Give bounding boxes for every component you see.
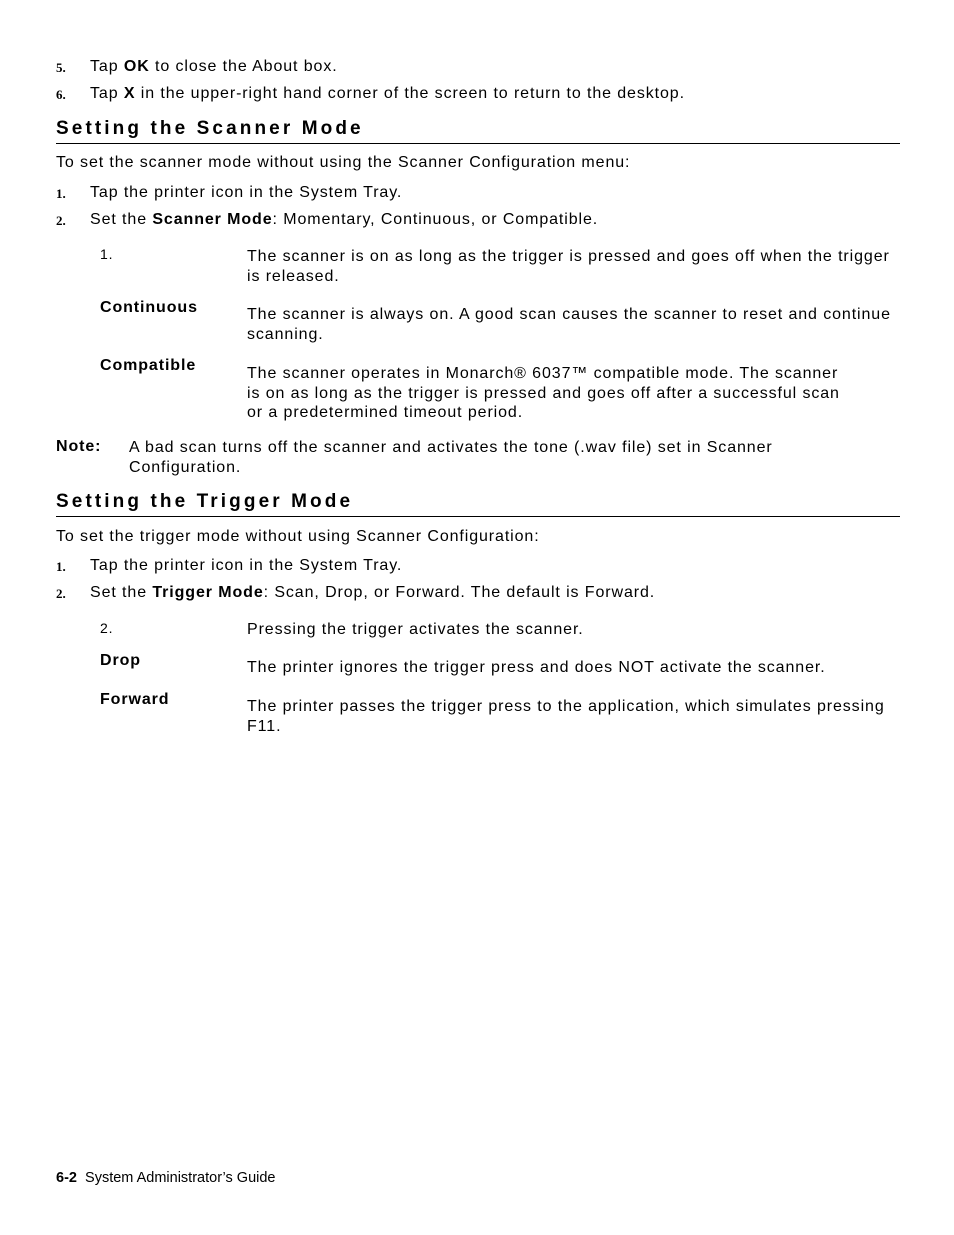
- step-text-post: in the upper-right hand corner of the screen to return to the desktop.: [135, 85, 685, 102]
- step-text-pre: Tap: [90, 58, 124, 75]
- step-text: [90, 210, 598, 229]
- step-text: [90, 84, 685, 103]
- step-text-pre: Tap the printer icon in the System Tray.: [90, 557, 403, 574]
- step-number: 5.: [56, 60, 66, 75]
- mode-term: Compatible: [100, 357, 197, 374]
- step-text-bold: Trigger Mode: [152, 584, 264, 601]
- mode-description: The scanner operates in Monarch® 6037™ compatible mode. The scanner is on as long as the trigger is pressed and goes off after a successful scan or a predetermined timeout period.: [247, 365, 840, 421]
- step-number: 6.: [56, 87, 66, 102]
- step-text-pre: Set the: [90, 211, 153, 228]
- mode-description: The printer ignores the trigger press and does NOT activate the scanner.: [247, 659, 826, 676]
- step-text-pre: Tap: [90, 85, 124, 102]
- page-footer: [56, 1170, 276, 1186]
- heading-rule: [56, 516, 900, 517]
- step-text: [90, 583, 655, 602]
- step-text-pre: Tap the printer icon in the System Tray.: [90, 184, 403, 201]
- step-text-bold: Scanner Mode: [152, 211, 273, 228]
- mode-description: The scanner is on as long as the trigger is pressed and goes off when the trigger is released.: [247, 248, 890, 285]
- mode-description: Pressing the trigger activates the scanner.: [247, 621, 584, 638]
- footer-page-number: 6-2: [56, 1170, 77, 1186]
- mode-description: The scanner is always on. A good scan causes the scanner to reset and continue scanning.: [247, 306, 891, 343]
- step-text-pre: Set the: [90, 584, 153, 601]
- mode-term: Forward: [100, 691, 170, 708]
- note-label: Note:: [56, 438, 102, 455]
- mode-description: The printer passes the trigger press to the application, which simulates pressing F11.: [247, 698, 885, 735]
- step-number: 2.: [56, 586, 66, 601]
- mode-term: 2.: [100, 620, 114, 636]
- step-number: 2.: [56, 213, 66, 228]
- step-text-post: to close the About box.: [149, 58, 338, 75]
- step-text: [90, 57, 338, 76]
- step-number: 1.: [56, 559, 66, 574]
- mode-term: Continuous: [100, 299, 198, 316]
- mode-term: 1.: [100, 246, 114, 262]
- step-text: [90, 556, 402, 575]
- section-heading-trigger-mode: Setting the Trigger Mode: [56, 491, 354, 512]
- step-text-post: : Scan, Drop, or Forward. The default is Forward.: [263, 584, 656, 601]
- step-text-bold: OK: [123, 58, 150, 75]
- step-text: [90, 183, 402, 202]
- mode-term: Drop: [100, 652, 141, 669]
- note-text: A bad scan turns off the scanner and activates the tone (.wav file) set in Scanner Configuration.: [129, 439, 773, 476]
- section-intro: To set the trigger mode without using Scanner Configuration:: [56, 528, 540, 545]
- step-text-post: : Momentary, Continuous, or Compatible.: [272, 211, 599, 228]
- section-heading-scanner-mode: Setting the Scanner Mode: [56, 118, 364, 139]
- footer-title: System Administrator’s Guide: [85, 1170, 276, 1186]
- step-text-bold: X: [123, 85, 136, 102]
- heading-rule: [56, 143, 900, 144]
- step-number: 1.: [56, 186, 66, 201]
- section-intro: To set the scanner mode without using the Scanner Configuration menu:: [56, 154, 631, 171]
